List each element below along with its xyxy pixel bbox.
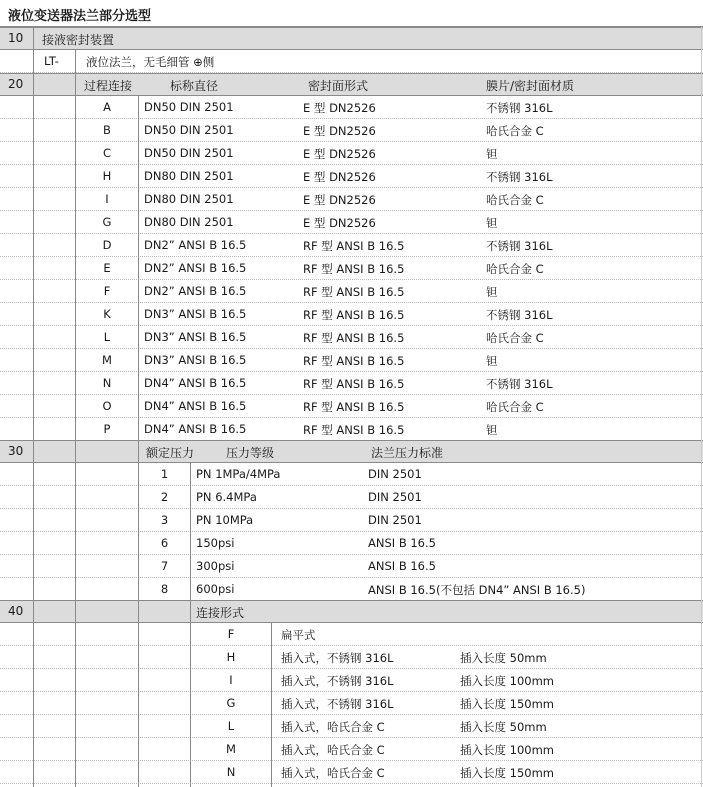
option-code: G <box>226 696 236 710</box>
option-code: 2 <box>160 490 169 504</box>
section-number: 40 <box>8 604 24 618</box>
option-code: H <box>102 169 112 183</box>
option-code: N <box>102 376 112 390</box>
option-code: 3 <box>160 513 169 527</box>
table-row <box>0 418 703 441</box>
table-title-bar <box>0 0 703 27</box>
nominal-diameter: DN4” ANSI B 16.5 <box>144 376 247 390</box>
insertion-length: 插入长度 50mm <box>460 651 547 665</box>
seal-description: 液位法兰，无毛细管 ⊕侧 <box>86 55 215 69</box>
diaphragm-material: 钽 <box>486 285 498 299</box>
diaphragm-material: 哈氏合金 C <box>486 400 544 414</box>
section-number: 20 <box>8 77 24 91</box>
section-10-header <box>0 27 703 50</box>
diaphragm-material: 不锈钢 316L <box>486 101 553 115</box>
table-row <box>0 532 703 555</box>
column-header: 密封面形式 <box>308 79 369 93</box>
nominal-diameter: DN2” ANSI B 16.5 <box>144 284 247 298</box>
grid-line <box>271 623 272 787</box>
table-row <box>0 486 703 509</box>
table-row <box>0 303 703 326</box>
connection-type: 插入式，不锈钢 316L <box>281 674 394 688</box>
nominal-diameter: DN4” ANSI B 16.5 <box>144 422 247 436</box>
sealing-face-type: E 型 DN2526 <box>303 170 376 184</box>
sealing-face-type: RF 型 ANSI B 16.5 <box>303 331 405 345</box>
option-code: 8 <box>160 582 169 596</box>
sealing-face-type: E 型 DN2526 <box>303 147 376 161</box>
nominal-diameter: DN50 DIN 2501 <box>144 100 234 114</box>
option-code: D <box>102 238 112 252</box>
option-code: O <box>102 399 112 413</box>
table-row <box>0 188 703 211</box>
table-row <box>0 280 703 303</box>
diaphragm-material: 钽 <box>486 216 498 230</box>
column-header: 过程连接 <box>84 79 133 93</box>
column-header: 连接形式 <box>196 606 245 620</box>
flange-pressure-standard: ANSI B 16.5(不包括 DN4” ANSI B 16.5) <box>368 583 586 597</box>
table-row <box>0 257 703 280</box>
sealing-face-type: RF 型 ANSI B 16.5 <box>303 262 405 276</box>
option-code: L <box>227 719 235 733</box>
column-header: 压力等级 <box>226 446 275 460</box>
table-row <box>0 692 703 715</box>
grid-line <box>138 96 139 787</box>
option-code: K <box>103 307 111 321</box>
sealing-face-type: RF 型 ANSI B 16.5 <box>303 239 405 253</box>
table-row <box>0 578 703 601</box>
flange-pressure-standard: DIN 2501 <box>368 513 422 527</box>
nominal-diameter: DN2” ANSI B 16.5 <box>144 238 247 252</box>
diaphragm-material: 哈氏合金 C <box>486 262 544 276</box>
pressure-level: PN 6.4MPa <box>196 490 257 504</box>
flange-pressure-standard: ANSI B 16.5 <box>368 559 436 573</box>
sealing-face-type: E 型 DN2526 <box>303 124 376 138</box>
diaphragm-material: 哈氏合金 C <box>486 124 544 138</box>
section-number: 10 <box>8 31 24 45</box>
nominal-diameter: DN3” ANSI B 16.5 <box>144 353 247 367</box>
nominal-diameter: DN50 DIN 2501 <box>144 123 234 137</box>
connection-type: 插入式，哈氏合金 C <box>281 743 385 757</box>
diaphragm-material: 钽 <box>486 423 498 437</box>
pressure-level: PN 1MPa/4MPa <box>196 467 281 481</box>
diaphragm-material: 哈氏合金 C <box>486 331 544 345</box>
section-30-header <box>0 440 703 463</box>
table-row <box>0 761 703 784</box>
nominal-diameter: DN80 DIN 2501 <box>144 169 234 183</box>
nominal-diameter: DN80 DIN 2501 <box>144 192 234 206</box>
flange-pressure-standard: DIN 2501 <box>368 467 422 481</box>
table-row <box>0 715 703 738</box>
table-row <box>0 669 703 692</box>
table-row <box>0 234 703 257</box>
grid-line <box>701 27 702 787</box>
grid-line <box>75 50 76 787</box>
connection-type: 插入式，哈氏合金 C <box>281 766 385 780</box>
diaphragm-material: 钽 <box>486 354 498 368</box>
option-code: F <box>227 627 235 641</box>
sealing-face-type: RF 型 ANSI B 16.5 <box>303 400 405 414</box>
diaphragm-material: 不锈钢 316L <box>486 170 553 184</box>
option-code: M <box>102 353 112 367</box>
sealing-face-type: E 型 DN2526 <box>303 193 376 207</box>
table-row <box>0 349 703 372</box>
table-row <box>0 326 703 349</box>
section-label: 接液密封装置 <box>42 33 115 47</box>
flange-pressure-standard: ANSI B 16.5 <box>368 536 436 550</box>
table-row <box>0 142 703 165</box>
table-row <box>0 96 703 119</box>
option-code: N <box>226 765 236 779</box>
sealing-face-type: E 型 DN2526 <box>303 101 376 115</box>
option-code: I <box>105 192 109 206</box>
table-row <box>0 50 703 73</box>
connection-type: 扁平式 <box>281 628 316 642</box>
sealing-face-type: RF 型 ANSI B 16.5 <box>303 354 405 368</box>
option-code: 7 <box>160 559 169 573</box>
insertion-length: 插入长度 150mm <box>460 697 555 711</box>
table-row <box>0 463 703 486</box>
nominal-diameter: DN3” ANSI B 16.5 <box>144 330 247 344</box>
section-number: 30 <box>8 444 24 458</box>
option-code: 6 <box>160 536 169 550</box>
column-header: 膜片/密封面材质 <box>486 79 575 93</box>
pressure-level: 300psi <box>196 559 235 573</box>
table-title: 液位变送器法兰部分选型 <box>8 9 152 24</box>
grid-line <box>190 463 191 787</box>
diaphragm-material: 不锈钢 316L <box>486 308 553 322</box>
option-code: E <box>103 261 111 275</box>
option-code: F <box>103 284 111 298</box>
table-row <box>0 119 703 142</box>
nominal-diameter: DN80 DIN 2501 <box>144 215 234 229</box>
diaphragm-material: 哈氏合金 C <box>486 193 544 207</box>
table-row <box>0 372 703 395</box>
connection-type: 插入式，哈氏合金 C <box>281 720 385 734</box>
option-code: P <box>103 422 111 436</box>
table-row <box>0 509 703 532</box>
table-row <box>0 738 703 761</box>
pressure-level: 150psi <box>196 536 235 550</box>
sealing-face-type: RF 型 ANSI B 16.5 <box>303 308 405 322</box>
column-header: 法兰压力标准 <box>371 446 444 460</box>
pressure-level: 600psi <box>196 582 235 596</box>
insertion-length: 插入长度 100mm <box>460 674 555 688</box>
connection-type: 插入式，不锈钢 316L <box>281 651 394 665</box>
option-code: G <box>102 215 112 229</box>
connection-type: 插入式，不锈钢 316L <box>281 697 394 711</box>
flange-pressure-standard: DIN 2501 <box>368 490 422 504</box>
sealing-face-type: E 型 DN2526 <box>303 216 376 230</box>
option-code: 1 <box>160 467 169 481</box>
option-code: M <box>226 742 236 756</box>
table-row <box>0 165 703 188</box>
model-prefix: LT- <box>44 54 59 68</box>
column-header: 额定压力 <box>146 446 195 460</box>
section-40-header <box>0 600 703 623</box>
sealing-face-type: RF 型 ANSI B 16.5 <box>303 285 405 299</box>
nominal-diameter: DN3” ANSI B 16.5 <box>144 307 247 321</box>
option-code: H <box>226 650 236 664</box>
option-code: C <box>102 146 112 160</box>
nominal-diameter: DN4” ANSI B 16.5 <box>144 399 247 413</box>
diaphragm-material: 不锈钢 316L <box>486 377 553 391</box>
table-row <box>0 623 703 646</box>
nominal-diameter: DN50 DIN 2501 <box>144 146 234 160</box>
option-code: L <box>103 330 111 344</box>
option-code: B <box>103 123 111 137</box>
insertion-length: 插入长度 100mm <box>460 743 555 757</box>
sealing-face-type: RF 型 ANSI B 16.5 <box>303 423 405 437</box>
diaphragm-material: 不锈钢 316L <box>486 239 553 253</box>
nominal-diameter: DN2” ANSI B 16.5 <box>144 261 247 275</box>
table-row <box>0 555 703 578</box>
table-row <box>0 395 703 418</box>
pressure-level: PN 10MPa <box>196 513 254 527</box>
table-row <box>0 646 703 669</box>
insertion-length: 插入长度 150mm <box>460 766 555 780</box>
option-code: I <box>229 673 233 687</box>
sealing-face-type: RF 型 ANSI B 16.5 <box>303 377 405 391</box>
diaphragm-material: 钽 <box>486 147 498 161</box>
insertion-length: 插入长度 50mm <box>460 720 547 734</box>
column-header: 标称直径 <box>170 79 219 93</box>
grid-line <box>33 27 34 787</box>
table-row <box>0 211 703 234</box>
option-code: A <box>103 100 111 114</box>
section-20-header <box>0 73 703 96</box>
